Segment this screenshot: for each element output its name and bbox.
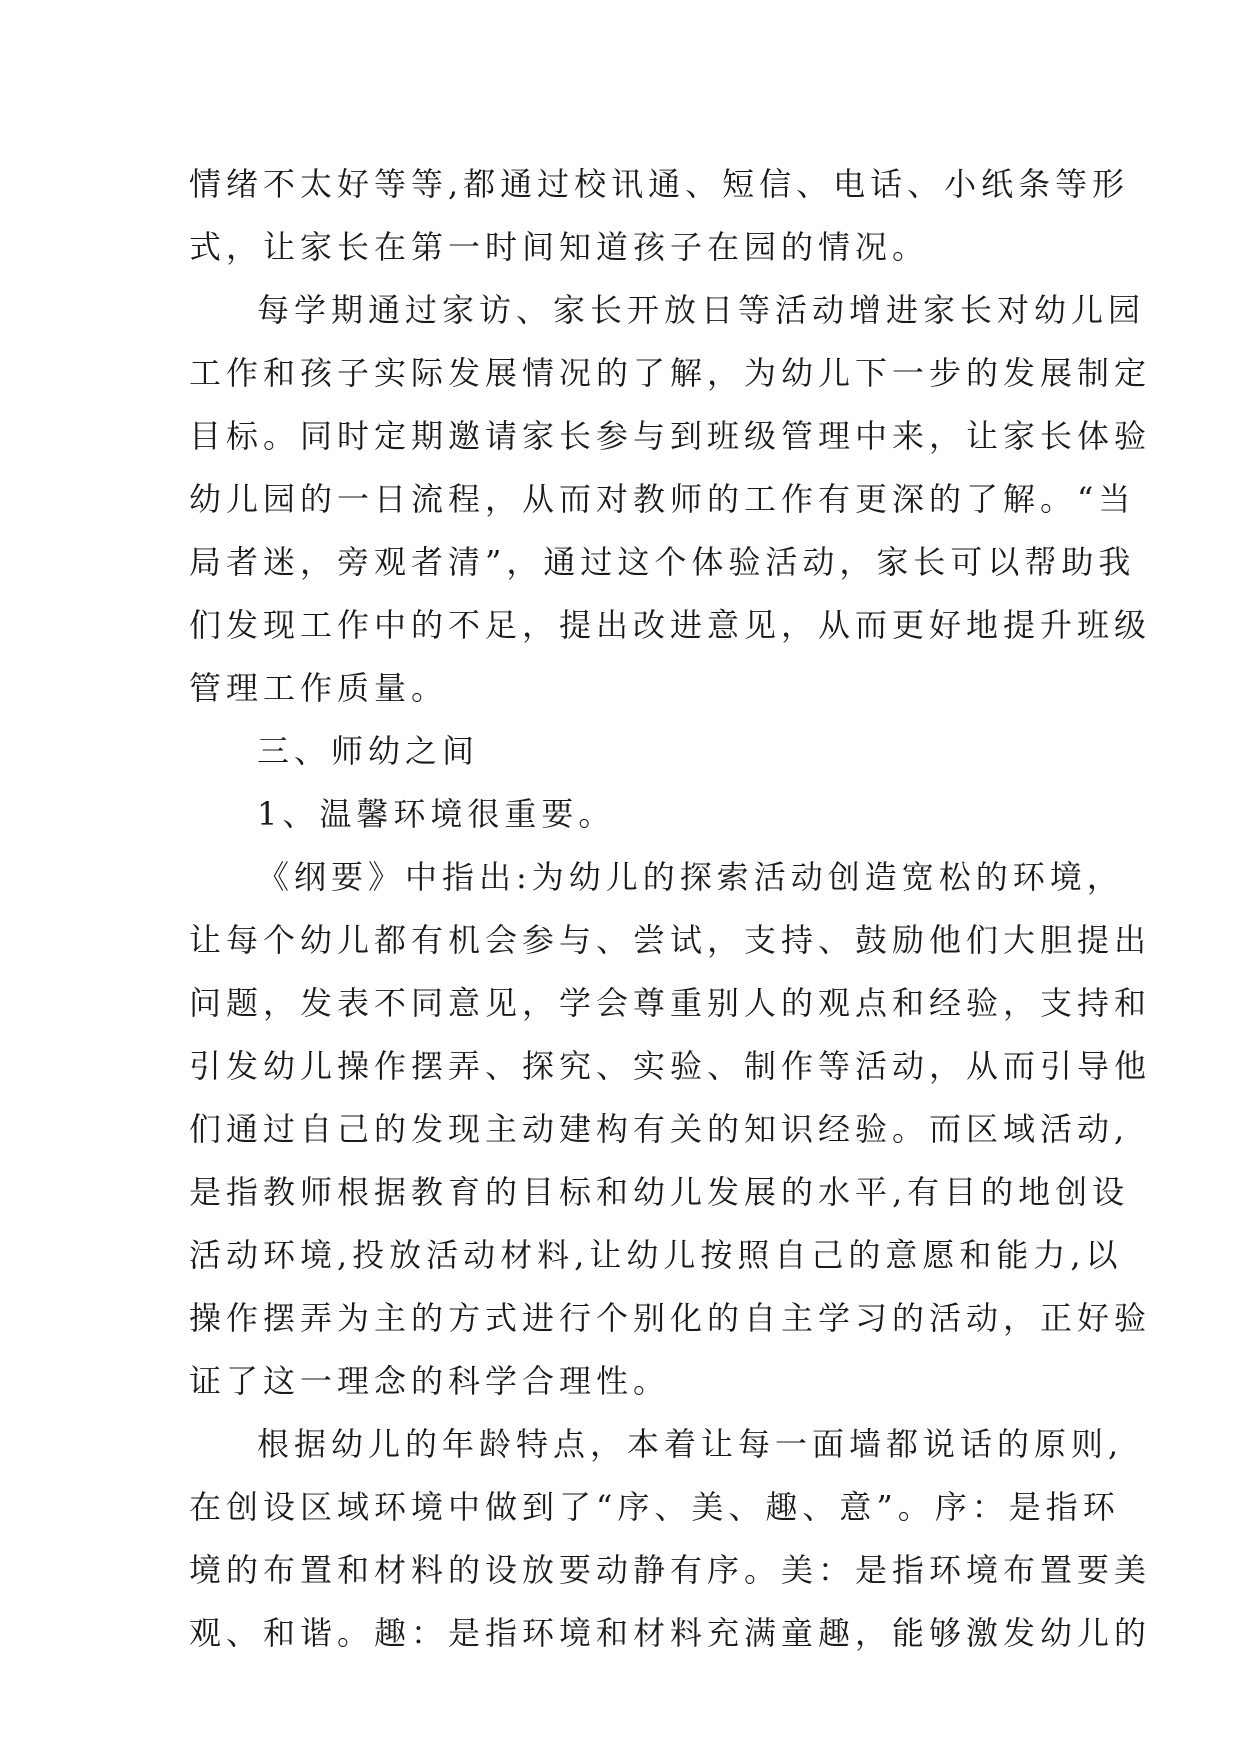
text-line: 管理工作质量。 [189, 669, 449, 707]
text-line: 情绪不太好等等,都通过校讯通、短信、电话、小纸条等形 [189, 165, 1130, 203]
body-text [189, 153, 1152, 1665]
text-line: 问题，发表不同意见，学会尊重别人的观点和经验，支持和 [189, 984, 1152, 1022]
text-line: 活动环境,投放活动材料,让幼儿按照自己的意愿和能力,以 [189, 1236, 1123, 1274]
paragraph-start-line: 每学期通过家访、家长开放日等活动增进家长对幼儿园 [257, 291, 1146, 329]
text-line: 境的布置和材料的设放要动静有序。美：是指环境布置要美 [189, 1551, 1152, 1589]
text-line: 工作和孩子实际发展情况的了解，为幼儿下一步的发展制定 [189, 354, 1152, 392]
text-line: 们发现工作中的不足，提出改进意见，从而更好地提升班级 [189, 606, 1152, 644]
text-line: 操作摆弄为主的方式进行个别化的自主学习的活动，正好验 [189, 1299, 1152, 1337]
text-line: 们通过自己的发现主动建构有关的知识经验。而区域活动, [189, 1110, 1130, 1148]
text-line: 式，让家长在第一时间知道孩子在园的情况。 [189, 228, 930, 266]
text-line: 是指教师根据教育的目标和幼儿发展的水平,有目的地创设 [189, 1173, 1130, 1211]
text-line: 让每个幼儿都有机会参与、尝试，支持、鼓励他们大胆提出 [189, 921, 1152, 959]
subsection-heading: 1、温馨环境很重要。 [257, 795, 616, 833]
section-heading: 三、师幼之间 [257, 732, 480, 770]
paragraph-start-line: 根据幼儿的年龄特点，本着让每一面墙都说话的原则, [257, 1425, 1124, 1463]
paragraph-start-line: 《纲要》中指出:为幼儿的探索活动创造宽松的环境， [257, 858, 1124, 896]
text-line: 证了这一理念的科学合理性。 [189, 1362, 671, 1400]
text-line: 局者迷，旁观者清”，通过这个体验活动，家长可以帮助我 [189, 543, 1136, 581]
text-line: 在创设区域环境中做到了“序、美、趣、意”。序：是指环 [189, 1488, 1120, 1526]
text-line: 观、和谐。趣：是指环境和材料充满童趣，能够激发幼儿的 [189, 1614, 1152, 1652]
text-line: 引发幼儿操作摆弄、探究、实验、制作等活动，从而引导他 [189, 1047, 1152, 1085]
text-line: 目标。同时定期邀请家长参与到班级管理中来，让家长体验 [189, 417, 1152, 455]
text-line: 幼儿园的一日流程，从而对教师的工作有更深的了解。“当 [189, 480, 1136, 518]
